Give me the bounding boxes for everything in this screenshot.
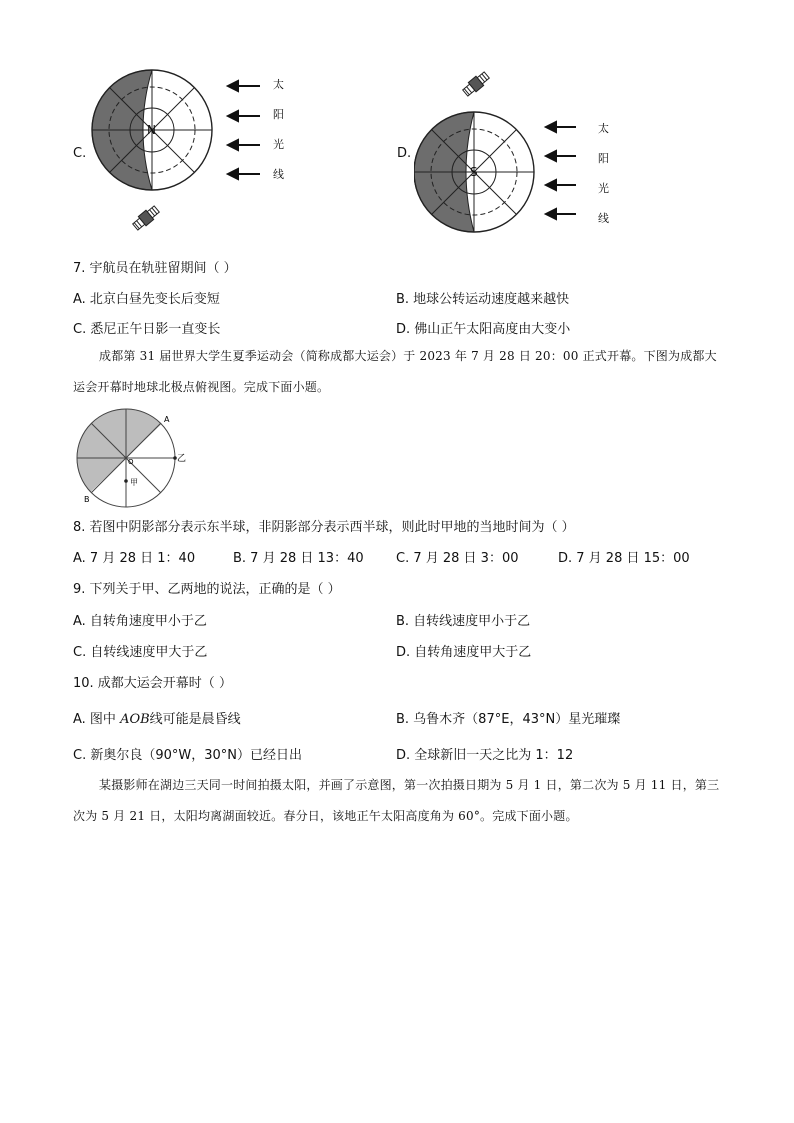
pole-label: S bbox=[470, 165, 478, 179]
figure-d-label: D. bbox=[397, 146, 412, 161]
figure-c-label: C. bbox=[73, 146, 87, 161]
passage-photographer-sun: 某摄影师在湖边三天同一时间拍摄太阳，并画了示意图，第一次拍摄日期为 5 月 1 日，第二次为 5 月 11 日，第三次为 5 月 21 日，太阳均离湖面较近。春分日，该地正午太阳高度角为 60°。完成下面小题。 bbox=[73, 778, 720, 823]
svg-text:B: B bbox=[84, 495, 90, 504]
svg-text:甲: 甲 bbox=[130, 478, 138, 487]
satellite-icon bbox=[131, 204, 160, 231]
q8-option-d[interactable]: D. 7 月 28 日 15：00 bbox=[558, 551, 690, 566]
q7-option-b[interactable]: B. 地球公转运动速度越来越快 bbox=[396, 292, 570, 307]
q9-option-a[interactable]: A. 自转角速度甲小于乙 bbox=[73, 614, 207, 629]
passage-chengdu-universiade: 成都第 31 届世界大学生夏季运动会（简称成都大运会）于 2023 年 7 月 28 日 20：00 正式开幕。下图为成都大运会开幕时地球北极点俯视图。完成下面小题。 bbox=[73, 349, 717, 394]
satellite-icon bbox=[461, 70, 490, 97]
sunlight-arrows bbox=[228, 81, 260, 179]
q10-stem: 10. 成都大运会开幕时（ ） bbox=[73, 676, 232, 691]
q8-option-b[interactable]: B. 7 月 28 日 13：40 bbox=[233, 551, 364, 566]
sun-char: 线 bbox=[273, 168, 284, 181]
sun-char: 阳 bbox=[598, 152, 609, 165]
q9-option-b[interactable]: B. 自转线速度甲小于乙 bbox=[396, 614, 531, 629]
arc-aob-label: AOB bbox=[120, 712, 150, 727]
q7-stem: 7. 宇航员在轨驻留期间（ ） bbox=[73, 261, 237, 276]
sun-char: 光 bbox=[273, 138, 284, 151]
q9-stem: 9. 下列关于甲、乙两地的说法，正确的是（ ） bbox=[73, 582, 341, 597]
q9-option-d[interactable]: D. 自转角速度甲大于乙 bbox=[396, 645, 532, 660]
svg-text:O: O bbox=[128, 458, 134, 466]
sun-char: 太 bbox=[598, 122, 609, 135]
sun-char: 太 bbox=[273, 78, 284, 91]
q8-stem: 8. 若图中阴影部分表示东半球，非阴影部分表示西半球，则此时甲地的当地时间为（ ） bbox=[73, 520, 575, 535]
q10-option-a-prefix: A. 图中 bbox=[73, 712, 121, 727]
q10-option-c[interactable]: C. 新奥尔良（90°W，30°N）已经日出 bbox=[73, 748, 303, 763]
shaded-hemisphere bbox=[77, 409, 162, 493]
q10-option-d[interactable]: D. 全球新旧一天之比为 1：12 bbox=[396, 748, 574, 763]
q9-option-c[interactable]: C. 自转线速度甲大于乙 bbox=[73, 645, 208, 660]
q10-option-a[interactable] bbox=[73, 708, 241, 727]
q7-option-c[interactable]: C. 悉尼正午日影一直变长 bbox=[73, 322, 221, 337]
q8-option-a[interactable]: A. 7 月 28 日 1：40 bbox=[73, 551, 196, 566]
q10-option-b[interactable]: B. 乌鲁木齐（87°E，43°N）星光璀璨 bbox=[396, 712, 621, 727]
q10-option-a-suffix: 线可能是晨昏线 bbox=[149, 712, 241, 727]
sunlight-arrows bbox=[546, 122, 576, 219]
figure-d-diagram bbox=[414, 64, 624, 244]
svg-text:A: A bbox=[164, 415, 170, 424]
sun-char: 阳 bbox=[273, 108, 284, 121]
sun-char: 光 bbox=[598, 182, 609, 195]
q7-option-a[interactable]: A. 北京白昼先变长后变短 bbox=[73, 292, 220, 307]
pole-label: N bbox=[147, 123, 156, 137]
svg-text:乙: 乙 bbox=[177, 454, 187, 464]
north-pole-view-diagram bbox=[70, 408, 200, 508]
sun-char: 线 bbox=[598, 212, 609, 225]
q7-option-d[interactable]: D. 佛山正午太阳高度由大变小 bbox=[396, 322, 571, 337]
q8-option-c[interactable]: C. 7 月 28 日 3：00 bbox=[396, 551, 519, 566]
